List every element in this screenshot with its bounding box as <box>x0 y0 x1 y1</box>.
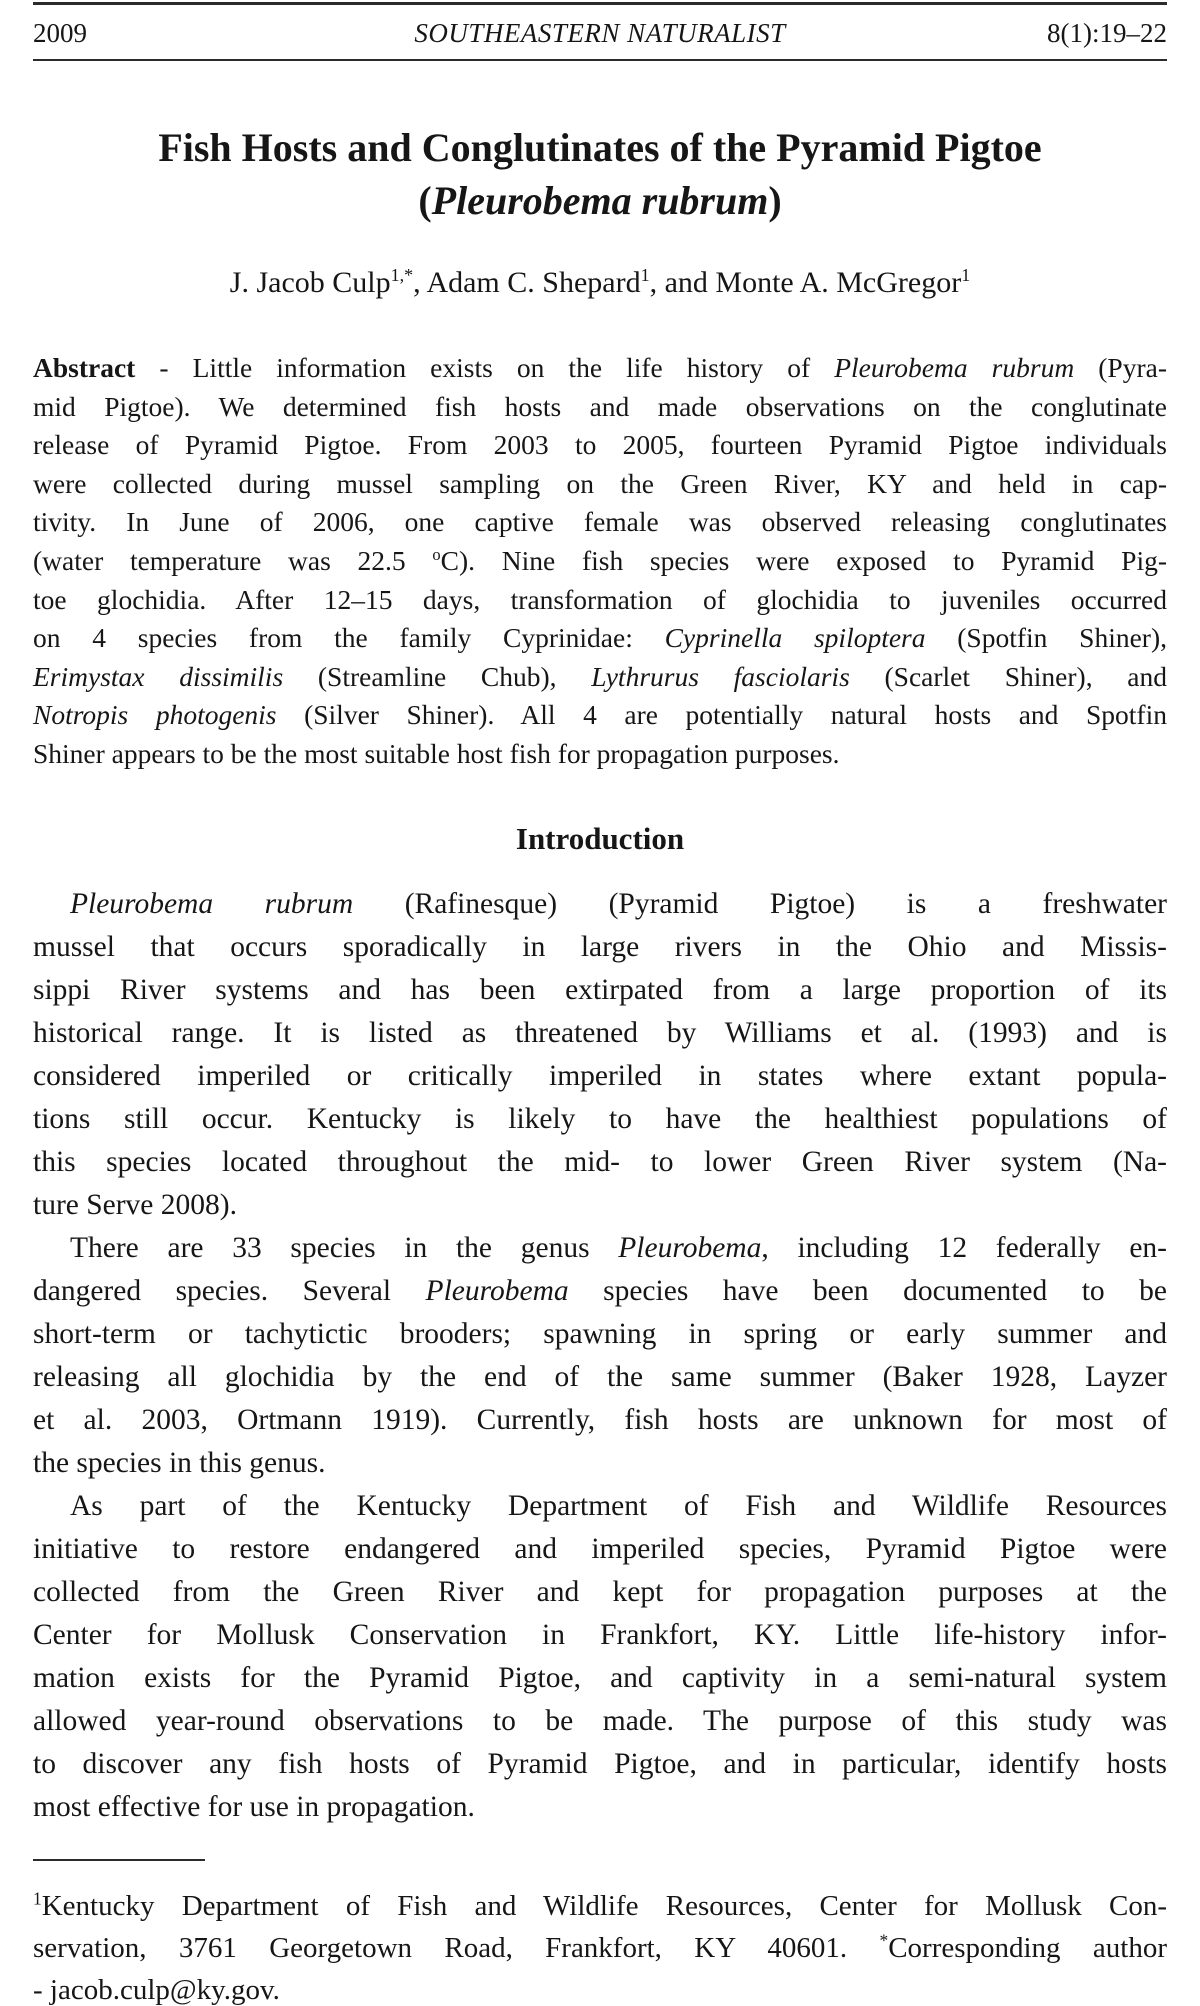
journal-citation: 8(1):19–22 <box>1047 18 1167 48</box>
text-line: the species in this genus. <box>33 1446 326 1479</box>
footnote-section <box>33 1885 1167 2006</box>
text-line: dangered species. Several Pleurobema species have been documented to be <box>33 1274 1167 1307</box>
abstract-section <box>33 349 1167 774</box>
text-line: most effective for use in propagation. <box>33 1790 475 1823</box>
journal-year: 2009 <box>33 18 87 48</box>
intro-paragraph-1 <box>33 883 1167 1227</box>
text-line: ture Serve 2008). <box>33 1188 237 1221</box>
text-line: historical range. It is listed as threatened by Williams et al. (1993) and is <box>33 1016 1167 1049</box>
article-title <box>33 121 1167 227</box>
authors-line: J. Jacob Culp$^{1,*}$, Adam C. Shepard$^1$, and Monte A. McGregor$^1$ <box>229 265 971 299</box>
text-line: releasing all glochidia by the end of the same summer (Baker 1928, Layzer <box>33 1360 1167 1393</box>
text-line: mation exists for the Pyramid Pigtoe, and captivity in a semi-natural system <box>33 1661 1167 1694</box>
intro-paragraph-2 <box>33 1227 1167 1485</box>
text-line: servation, 3761 Georgetown Road, Frankfort, KY 40601. *Corresponding author <box>33 1929 1167 1964</box>
footnote-divider <box>33 1859 205 1861</box>
article-title-line-2: (Pleurobema rubrum) <box>418 178 782 223</box>
intro-paragraph-3 <box>33 1485 1167 1829</box>
text-line: et al. 2003, Ortmann 1919). Currently, fish hosts are unknown for most of <box>33 1403 1167 1436</box>
text-line: toe glochidia. After 12–15 days, transformation of glochidia to juveniles occurred <box>33 583 1167 615</box>
text-line: short-term or tachytictic brooders; spawning in spring or early summer and <box>33 1317 1167 1350</box>
text-line: on 4 species from the family Cyprinidae: Cyprinella spiloptera (Spotfin Shiner), <box>33 622 1167 654</box>
text-line: tivity. In June of 2006, one captive female was observed releasing conglutinates <box>33 506 1167 538</box>
article-title-line-1: Fish Hosts and Conglutinates of the Pyramid Pigtoe <box>158 125 1042 170</box>
text-line: Abstract - Little information exists on the life history of Pleurobema rubrum (Pyra- <box>33 352 1167 383</box>
text-line: Pleurobema rubrum (Rafinesque) (Pyramid Pigtoe) is a freshwater <box>70 887 1167 920</box>
text-line: release of Pyramid Pigtoe. From 2003 to 2005, fourteen Pyramid Pigtoe individuals <box>33 429 1167 461</box>
text-line: tions still occur. Kentucky is likely to have the healthiest populations of <box>33 1102 1167 1135</box>
text-line: considered imperiled or critically imperiled in states where extant popula- <box>33 1059 1167 1092</box>
text-line: collected from the Green River and kept for propagation purposes at the <box>33 1575 1167 1608</box>
text-line: Notropis photogenis (Silver Shiner). All 4 are potentially natural hosts and Spotfin <box>33 699 1167 731</box>
text-line: mussel that occurs sporadically in large rivers in the Ohio and Missis- <box>33 930 1167 963</box>
journal-name: SOUTHEASTERN NATURALIST <box>414 18 786 48</box>
text-line: - jacob.culp@ky.gov. <box>33 1973 280 2006</box>
text-line: sippi River systems and has been extirpated from a large proportion of its <box>33 973 1167 1006</box>
text-line: were collected during mussel sampling on the Green River, KY and held in cap- <box>33 467 1167 499</box>
text-line: Shiner appears to be the most suitable host fish for propagation purposes. <box>33 737 840 769</box>
text-line: $^1$Kentucky Department of Fish and Wildlife Resources, Center for Mollusk Con- <box>33 1887 1167 1922</box>
text-line: this species located throughout the mid- to lower Green River system (Na- <box>33 1145 1167 1178</box>
section-heading-introduction: Introduction <box>515 820 685 856</box>
text-line: initiative to restore endangered and imperiled species, Pyramid Pigtoe were <box>33 1532 1167 1565</box>
text-line: (water temperature was 22.5 $^o$C). Nine fish species were exposed to Pyramid Pig- <box>33 544 1167 576</box>
text-line: allowed year-round observations to be made. The purpose of this study was <box>33 1704 1167 1737</box>
text-line: Center for Mollusk Conservation in Frankfort, KY. Little life-history infor- <box>33 1618 1167 1651</box>
text-line: to discover any fish hosts of Pyramid Pigtoe, and in particular, identify hosts <box>33 1747 1167 1780</box>
journal-header <box>33 2 1167 61</box>
text-line: Erimystax dissimilis (Streamline Chub), Lythrurus fasciolaris (Scarlet Shiner), and <box>33 660 1167 692</box>
text-line: There are 33 species in the genus Pleurobema, including 12 federally en- <box>70 1231 1167 1264</box>
text-line: As part of the Kentucky Department of Fish and Wildlife Resources <box>70 1489 1167 1522</box>
text-line: mid Pigtoe). We determined fish hosts and made observations on the conglutinate <box>33 390 1167 422</box>
